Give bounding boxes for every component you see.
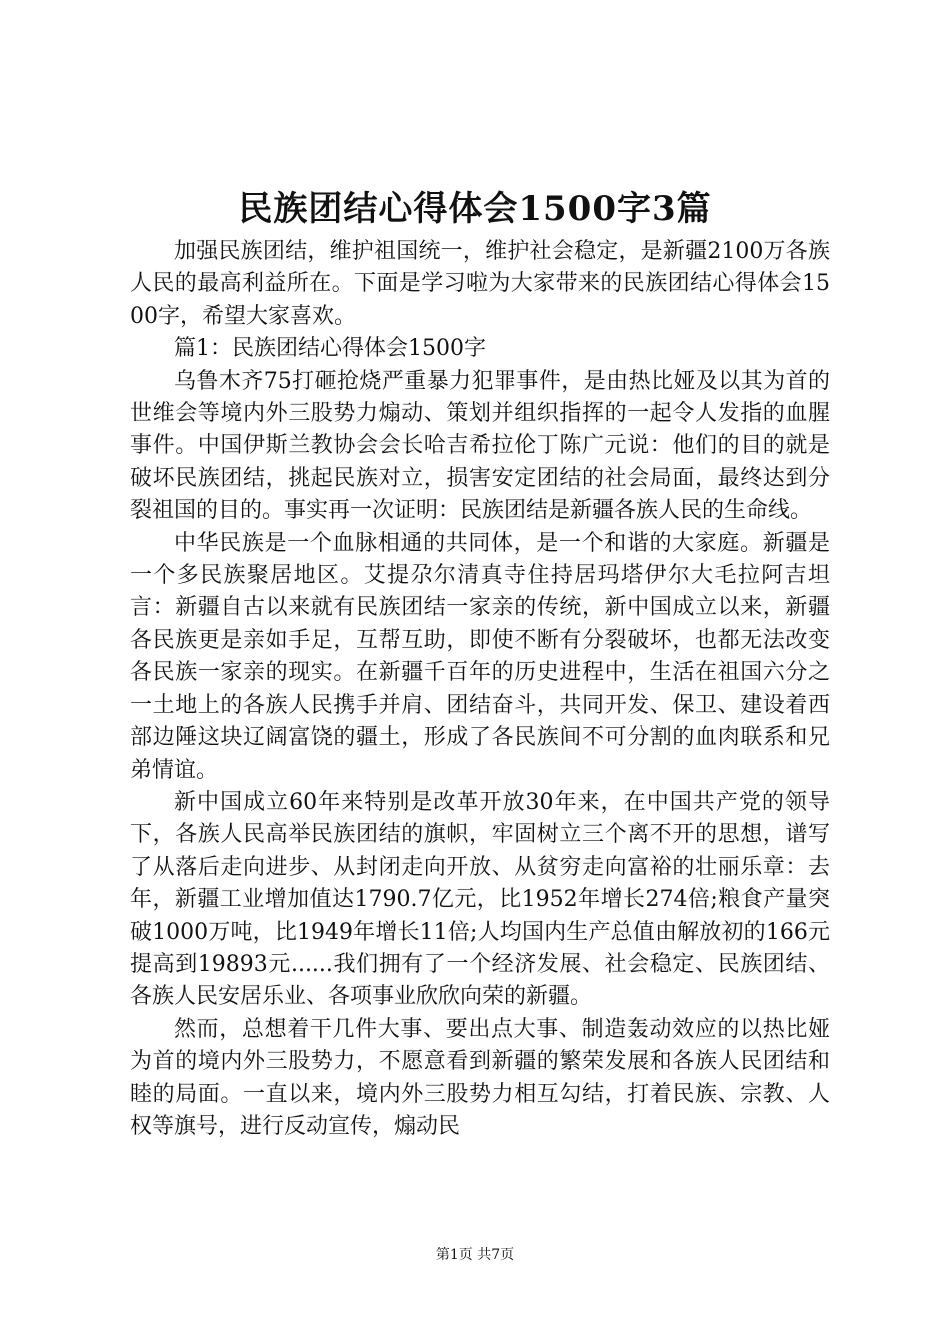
page-number-footer: 第1页 共7页 xyxy=(435,1247,515,1263)
document-title: 民族团结心得体会1500字3篇 xyxy=(238,189,712,229)
document-body xyxy=(130,236,830,1143)
section-heading: 篇1：民族团结心得体会1500字 xyxy=(174,336,486,362)
paragraph: 中华民族是一个血脉相通的共同体，是一个和谐的大家庭。新疆是一个多民族聚居地区。艾提尕尔清真寺住持居玛塔伊尔大毛拉阿吉坦言：新疆自古以来就有民族团结一家亲的传统，新中国成立以来，新疆各民族更是亲如手足，互帮互助，即使不断有分裂破坏，也都无法改变各民族一家亲的现实。在新疆千百年的历史进程中，生活在祖国六分之一土地上的各族人民携手并肩、团结奋斗，共同开发、保卫、建设着西部边陲这块辽阔富饶的疆土，形成了各民族间不可分割的血肉联系和兄弟情谊。 xyxy=(130,530,830,783)
paragraph: 然而，总想着干几件大事、要出点大事、制造轰动效应的以热比娅为首的境内外三股势力，不愿意看到新疆的繁荣发展和各族人民团结和睦的局面。一直以来，境内外三股势力相互勾结，打着民族、宗教、人权等旗号，进行反动宣传，煽动民 xyxy=(130,1016,830,1139)
paragraph: 新中国成立60年来特别是改革开放30年来，在中国共产党的领导下，各族人民高举民族团结的旗帜，牢固树立三个离不开的思想，谱写了从落后走向进步、从封闭走向开放、从贫穷走向富裕的壮丽乐章：去年，新疆工业增加值达1790.7亿元，比1952年增长274倍;粮食产量突破1000万吨，比1949年增长11倍;人均国内生产总值由解放初的166元提高到19893元......我们拥有了一个经济发展、社会稳定、民族团结、各族人民安居乐业、各项事业欣欣向荣的新疆。 xyxy=(130,789,830,1010)
paragraph: 乌鲁木齐75打砸抢烧严重暴力犯罪事件，是由热比娅及以其为首的世维会等境内外三股势力煽动、策划并组织指挥的一起令人发指的血腥事件。中国伊斯兰教协会会长哈吉希拉伦丁陈广元说：他们的目的就是破坏民族团结，挑起民族对立，损害安定团结的社会局面，最终达到分裂祖国的目的。事实再一次证明：民族团结是新疆各族人民的生命线。 xyxy=(130,368,830,524)
paragraph-intro: 加强民族团结，维护祖国统一，维护社会稳定，是新疆2100万各族人民的最高利益所在。下面是学习啦为大家带来的民族团结心得体会1500字，希望大家喜欢。 xyxy=(130,239,830,329)
